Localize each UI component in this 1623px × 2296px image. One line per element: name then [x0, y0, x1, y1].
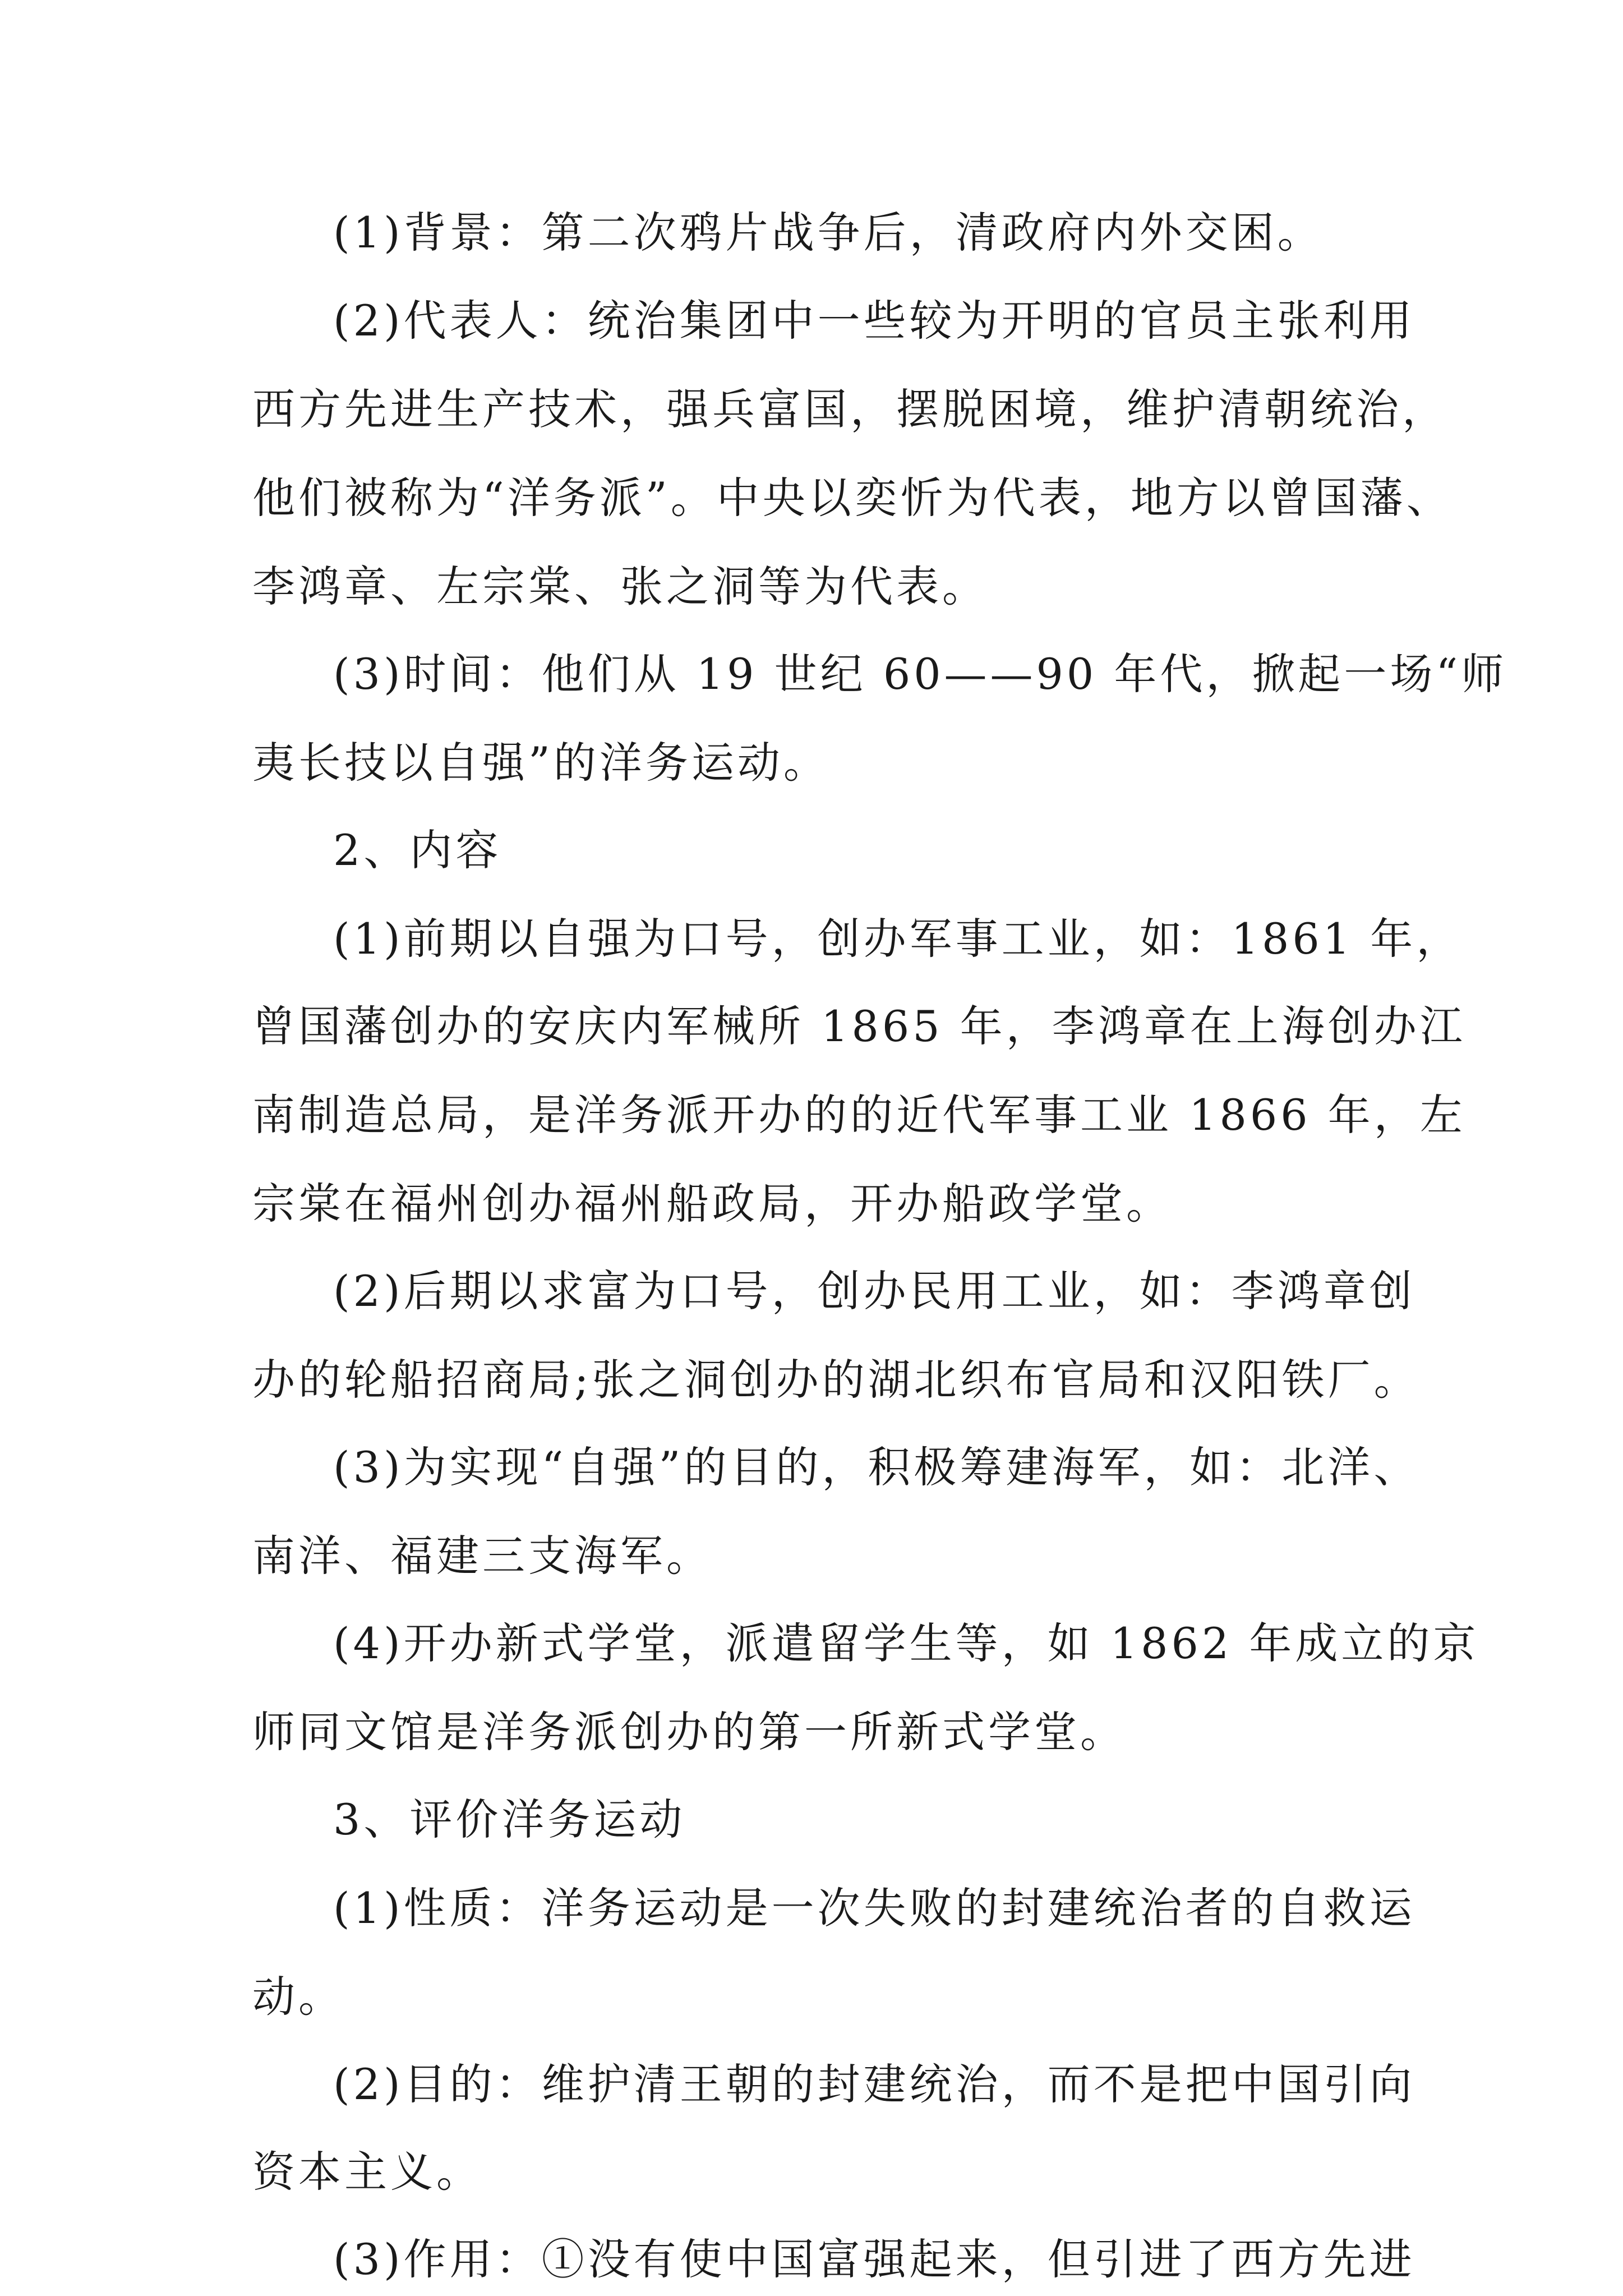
text-line: 南制造总局，是洋务派开办的的近代军事工业 1866 年，左 [252, 1090, 1466, 1140]
text-line: 南洋、福建三支海军。 [252, 1531, 712, 1581]
text-line: (1)前期以自强为口号，创办军事工业，如：1861 年， [333, 914, 1463, 964]
text-line: 曾国藩创办的安庆内军械所 1865 年，李鸿章在上海创办江 [252, 1001, 1466, 1051]
text-line: 宗棠在福州创办福州船政局，开办船政学堂。 [252, 1179, 1172, 1228]
text-line: 资本主义。 [252, 2147, 482, 2197]
text-line: (1)背景：第二次鸦片战争后，清政府内外交困。 [333, 208, 1324, 257]
section-heading: 2、内容 [333, 825, 502, 875]
text-line: (4)开办新式学堂，派遣留学生等，如 1862 年成立的京 [333, 1618, 1479, 1668]
text-line: (3)作用：①没有使中国富强起来，但引进了西方先进 [333, 2234, 1415, 2284]
text-line: 办的轮船招商局;张之洞创办的湖北织布官局和汉阳铁厂。 [252, 1355, 1420, 1405]
text-line: (2)目的：维护清王朝的封建统治，而不是把中国引向 [333, 2059, 1415, 2109]
text-line: (2)后期以求富为口号，创办民用工业，如：李鸿章创 [333, 1266, 1415, 1316]
text-line: 西方先进生产技术，强兵富国，摆脱困境，维护清朝统治， [252, 384, 1448, 434]
text-line: 他们被称为“洋务派”。中央以奕忻为代表，地方以曾国藩、 [252, 473, 1453, 523]
text-line: 李鸿章、左宗棠、张之洞等为代表。 [252, 562, 988, 611]
text-line: (3)时间：他们从 19 世纪 60——90 年代，掀起一场“师 [333, 649, 1507, 699]
text-line: 师同文馆是洋务派创办的第一所新式学堂。 [252, 1707, 1126, 1757]
text-line: (3)为实现“自强”的目的，积极筹建海军，如：北洋、 [333, 1442, 1420, 1492]
section-heading: 3、评价洋务运动 [333, 1795, 686, 1844]
text-line: 动。 [252, 1972, 344, 2022]
text-line: (1)性质：洋务运动是一次失败的封建统治者的自救运 [333, 1883, 1415, 1933]
text-line: 夷长技以自强”的洋务运动。 [252, 738, 829, 788]
text-line: (2)代表人：统治集团中一些较为开明的官员主张利用 [333, 296, 1415, 346]
